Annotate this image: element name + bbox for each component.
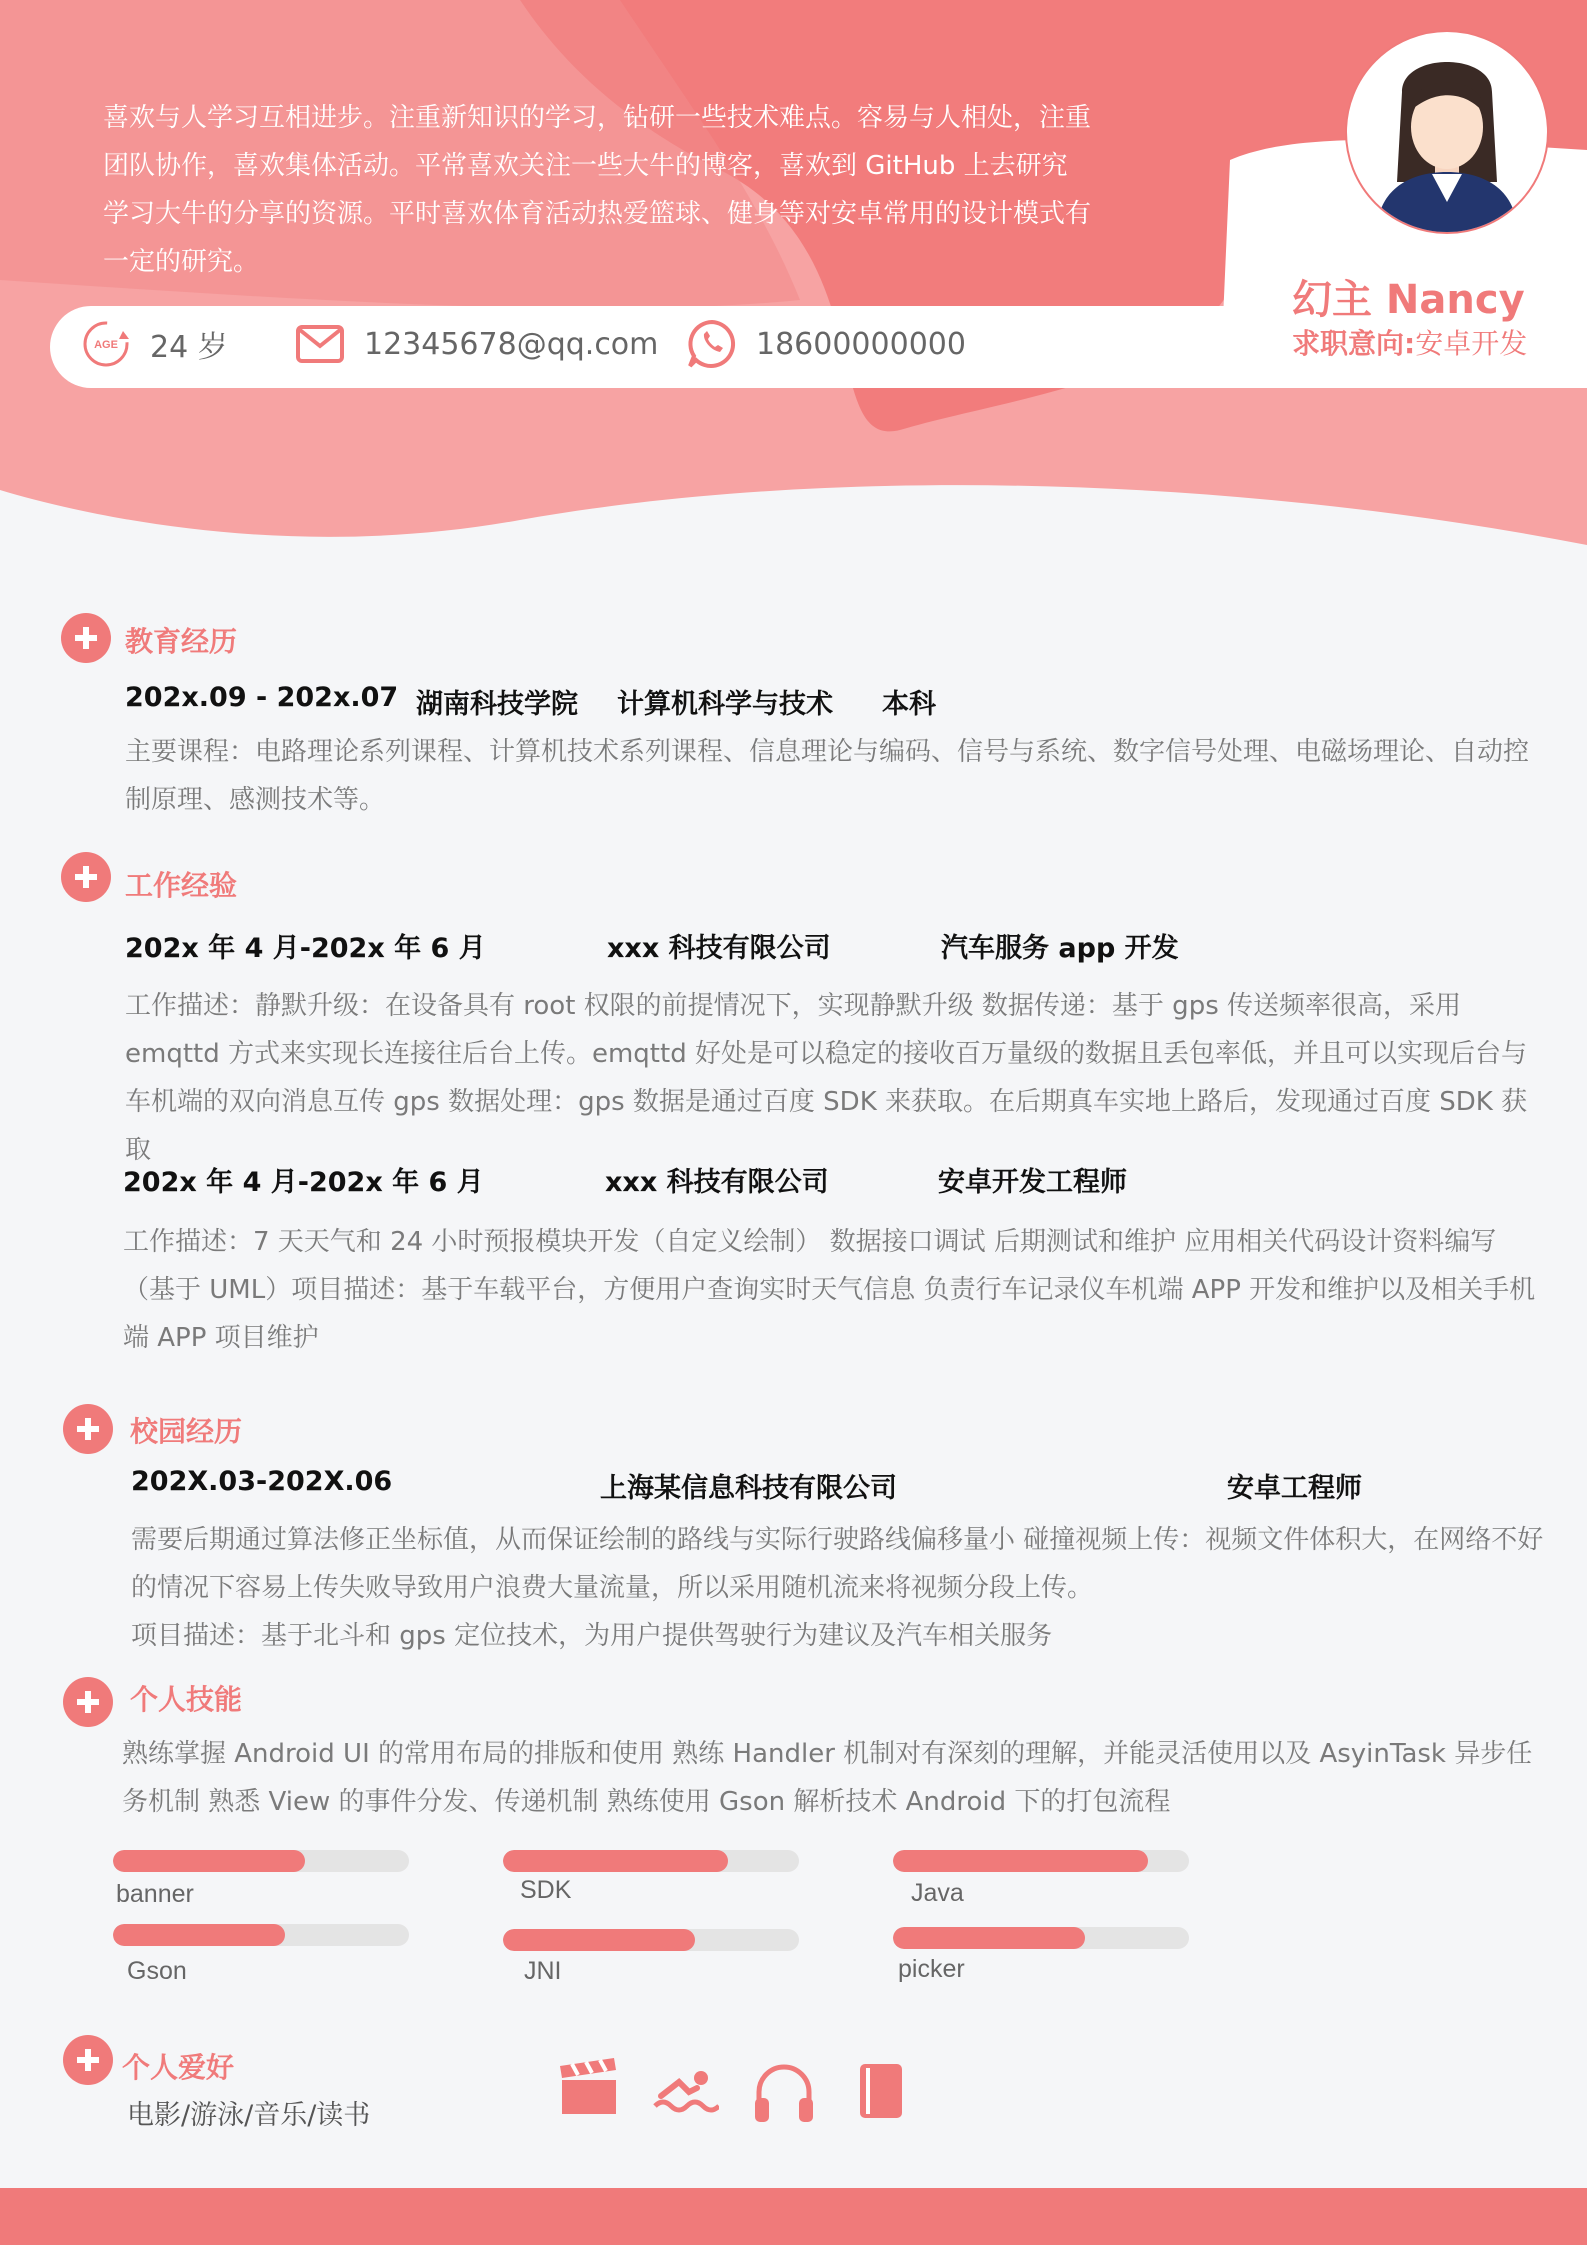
age-icon-text: AGE (94, 339, 118, 351)
campus-description: 需要后期通过算法修正坐标值，从而保证绘制的路线与实际行驶路线偏移量小 碰撞视频上传：视频文件体积大，在网络不好的情况下容易上传失败导致用户浪费大量流量，所以采用随机流来将视频分段上传。 (131, 1525, 1544, 1603)
skill-bar-track (893, 1850, 1189, 1872)
work-company: xxx 科技有限公司 (607, 933, 831, 964)
skill-bar-fill (893, 1850, 1148, 1872)
work-role: 汽车服务 app 开发 (941, 933, 1179, 964)
avatar-illustration (1347, 32, 1547, 232)
skill-bar-label: Gson (127, 1957, 187, 1985)
intention-value: 安卓开发 (1415, 327, 1528, 360)
education-school: 湖南科技学院 (416, 689, 578, 720)
headphones-icon (751, 2060, 817, 2126)
phone-value[interactable]: 18600000000 (756, 326, 966, 362)
skill-bar-label: JNI (524, 1957, 562, 1985)
self-introduction: 喜欢与人学习互相进步。注重新知识的学习，钻研一些技术难点。容易与人相处，注重团队协作，喜欢集体活动。平常喜欢关注一些大牛的博客，喜欢到 GitHub 上去研究学习大牛的分享的资源。平时喜欢体育活动热爱篮球、健身等对安卓常用的设计模式有一定的研究。 (103, 103, 1092, 277)
skill-bar-track (113, 1850, 409, 1872)
work-role: 安卓开发工程师 (938, 1167, 1127, 1198)
job-intention (1292, 322, 1527, 362)
clapperboard-icon (556, 2054, 622, 2120)
hobbies-title: 个人爱好 (122, 2051, 235, 2084)
education-major: 计算机科学与技术 (617, 689, 833, 720)
footer-bar (0, 2188, 1587, 2245)
education-plus-icon (61, 613, 111, 663)
skills-title: 个人技能 (130, 1683, 243, 1716)
email-value[interactable]: 12345678@qq.com (364, 326, 659, 362)
education-courses: 主要课程：电路理论系列课程、计算机技术系列课程、信息理论与编码、信号与系统、数字信号处理、电磁场理论、自动控制原理、感测技术等。 (125, 737, 1530, 815)
candidate-name: 幻主 Nancy (1292, 277, 1525, 323)
skill-bar-fill (113, 1850, 305, 1872)
skill-bar-track (503, 1850, 799, 1872)
hobbies-plus-icon (63, 2035, 113, 2085)
work-title: 工作经验 (125, 869, 238, 902)
work-description: 工作描述：静默升级：在设备具有 root 权限的前提情况下，实现静默升级 数据传递：基于 gps 传送频率很高，采用 emqttd 方式来实现长连接往后台上传。emqttd 好处是可以稳定的接收百万量级的数据且丢包率低，并且可以实现后台与车机端的双向消息互传 gps 数据处理：gps 数据是通过百度 SDK 来获取。在后期真车实地上路后，发现通过百度 SDK 获取 (125, 991, 1528, 1165)
work-company: xxx 科技有限公司 (605, 1167, 829, 1198)
skill-bar-fill (503, 1929, 695, 1951)
education-degree: 本科 (882, 689, 936, 720)
age-item (80, 318, 228, 370)
skill-bar-label: SDK (520, 1876, 572, 1904)
skill-bar-label: Java (911, 1879, 964, 1907)
phone-item (686, 318, 966, 370)
work-description: 工作描述：7 天天气和 24 小时预报模块开发（自定义绘制） 数据接口调试 后期测试和维护 应用相关代码设计资料编写（基于 UML）项目描述：基于车载平台，方便用户查询实时天气信息 负责行车记录仪车机端 APP 开发和维护以及相关手机端 APP 项目维护 (123, 1227, 1536, 1353)
campus-company: 上海某信息科技有限公司 (600, 1473, 897, 1504)
skill-bar-label: banner (116, 1880, 194, 1908)
phone-chat-icon (686, 318, 738, 370)
age-icon (80, 318, 132, 370)
work-plus-icon (61, 852, 111, 902)
email-item (294, 318, 658, 370)
mail-icon (294, 318, 346, 370)
skill-bar-fill (503, 1850, 728, 1872)
skill-bar-track (503, 1929, 799, 1951)
skills-description: 熟练掌握 Android UI 的常用布局的排版和使用 熟练 Handler 机制对有深刻的理解，并能灵活使用以及 AsyinTask 异步任务机制 熟悉 View 的事件分发、传递机制 熟练使用 Gson 解析技术 Android 下的打包流程 (122, 1739, 1533, 1817)
education-period: 202x.09 - 202x.07 (125, 682, 399, 713)
campus-project: 项目描述：基于北斗和 gps 定位技术，为用户提供驾驶行为建议及汽车相关服务 (131, 1621, 1053, 1651)
campus-role: 安卓工程师 (1227, 1473, 1362, 1504)
skill-bar-track (893, 1927, 1189, 1949)
education-title: 教育经历 (125, 625, 238, 658)
intention-label: 求职意向: (1292, 327, 1416, 360)
age-value: 24 岁 (150, 330, 228, 365)
avatar (1345, 30, 1549, 234)
campus-period: 202X.03-202X.06 (131, 1466, 393, 1497)
skill-bar-fill (113, 1924, 285, 1946)
book-icon (856, 2060, 922, 2126)
skills-plus-icon (63, 1677, 113, 1727)
swimming-icon (653, 2060, 719, 2126)
work-period: 202x 年 4 月-202x 年 6 月 (123, 1167, 484, 1198)
skill-bar-fill (893, 1927, 1085, 1949)
campus-title: 校园经历 (130, 1415, 243, 1448)
hobbies-text: 电影/游泳/音乐/读书 (127, 2100, 371, 2131)
campus-plus-icon (63, 1404, 113, 1454)
work-period: 202x 年 4 月-202x 年 6 月 (125, 933, 486, 964)
skill-bar-track (113, 1924, 409, 1946)
skill-bar-label: picker (898, 1955, 965, 1983)
